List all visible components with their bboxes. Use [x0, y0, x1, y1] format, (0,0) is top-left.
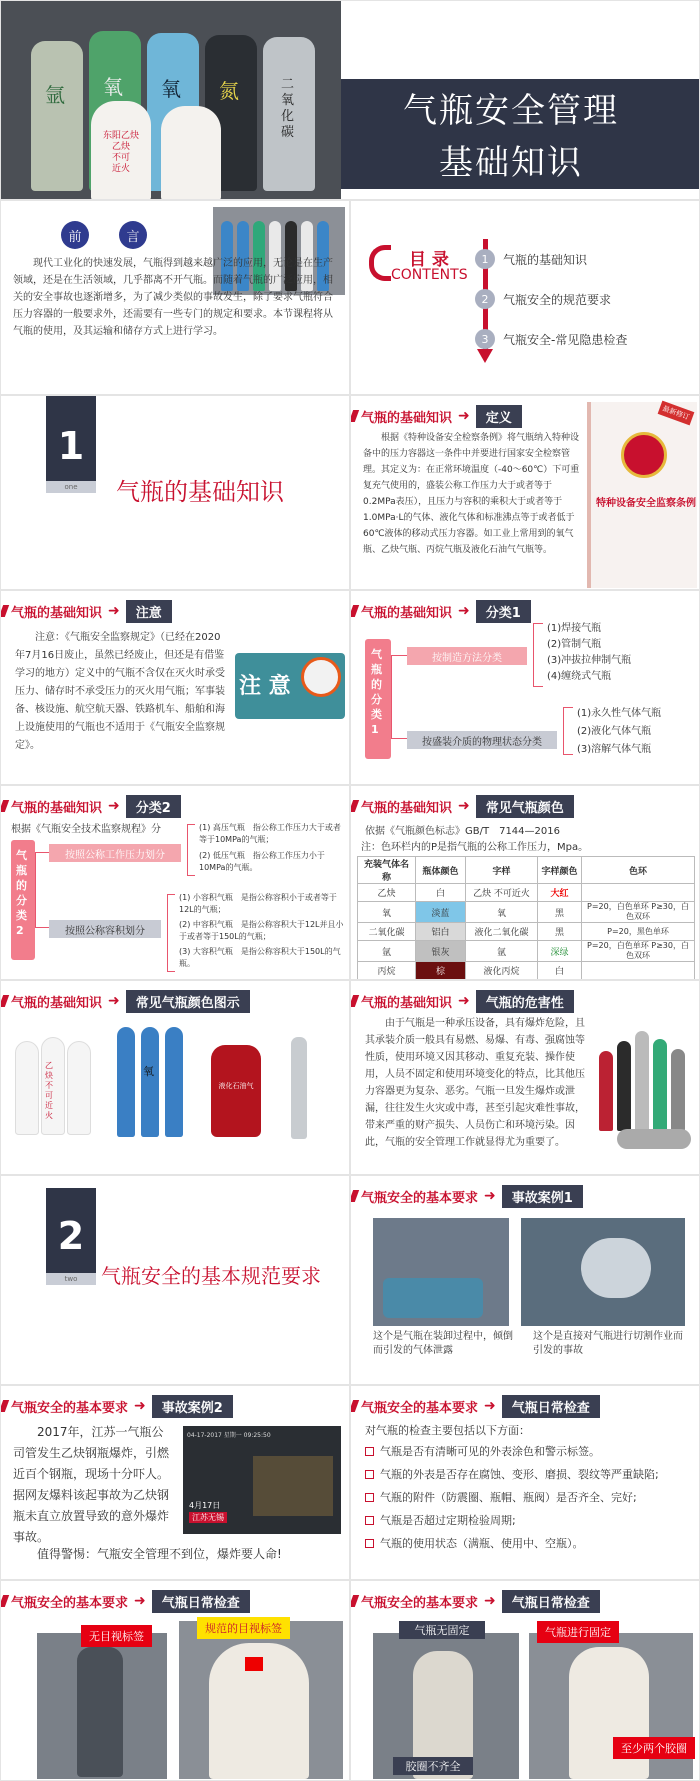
colors-header	[351, 796, 574, 816]
table-cell	[582, 962, 695, 980]
section1-sub: one	[46, 481, 96, 493]
class1-side: 气瓶的分类1	[365, 639, 391, 759]
arrow-icon: ➜	[458, 798, 470, 814]
acetylene-label: 东阳乙炔 乙炔 不可 近火	[102, 131, 139, 174]
table-cell: P=20，白色单环 P≥30，白色双环	[582, 902, 695, 923]
lpg-text: 液化石油气	[218, 1082, 254, 1090]
arrow-icon: ➜	[108, 798, 120, 814]
contents-text-1: 气瓶的基础知识	[503, 252, 588, 267]
table-row	[358, 902, 695, 923]
table-cell: 二氧化碳	[358, 923, 416, 941]
table-cell: 乙炔	[358, 884, 416, 902]
daily3-slide	[350, 1580, 700, 1781]
note-big-text: 注 意	[239, 674, 291, 699]
colors-hdr-label: 气瓶的基础知识	[351, 797, 452, 816]
argon-cylinder	[291, 1037, 307, 1139]
colors-table	[357, 856, 695, 980]
daily3-tag: 气瓶日常检查	[502, 1590, 600, 1613]
contents-text-2: 气瓶安全的规范要求	[503, 292, 612, 307]
contents-item-3[interactable]	[475, 329, 627, 349]
acetylene-cylinders	[15, 1037, 95, 1137]
table-cell: 氩	[358, 941, 416, 962]
section1-title: 气瓶的基础知识	[116, 478, 284, 506]
class2-bracket	[35, 852, 49, 928]
definition-slide	[350, 395, 700, 590]
class2-g1-item: (1) 高压气瓶 指公称工作压力大于或者等于10MPa的气瓶；	[199, 823, 341, 844]
oxygen-cylinders	[117, 1027, 187, 1137]
class1-g1-item: (3)冲拔拉伸制气瓶	[547, 655, 632, 666]
case2-slide	[0, 1385, 350, 1580]
label-ring-good: 至少两个胶圈	[613, 1737, 695, 1759]
cyl-label-ar: 氩	[45, 83, 65, 107]
class1-g1-item: (2)管制气瓶	[547, 639, 602, 650]
case2-video-date: 4月17日	[189, 1501, 221, 1510]
daily2-hdr-label: 气瓶安全的基本要求	[1, 1592, 128, 1611]
table-header-row	[358, 857, 695, 884]
cover-title-line2: 基础知识	[439, 143, 583, 183]
arrow-icon: ➜	[108, 603, 120, 619]
table-row	[358, 923, 695, 941]
class1-g1-list	[547, 621, 631, 685]
arrow-icon: ➜	[134, 1398, 146, 1414]
table-cell: 黑	[538, 923, 582, 941]
class2-tag: 分类2	[126, 795, 181, 818]
megaphone-icon	[301, 657, 341, 697]
table-header-cell: 充装气体名称	[358, 857, 416, 884]
daily3-header	[351, 1591, 600, 1611]
daily2-slide	[0, 1580, 350, 1781]
checkbox-icon	[365, 1516, 374, 1525]
class1-hdr-label: 气瓶的基础知识	[351, 602, 452, 621]
cover-title-line1: 气瓶安全管理	[403, 91, 619, 131]
hazard-header	[351, 991, 574, 1011]
definition-header	[351, 406, 522, 426]
case2-header	[1, 1396, 233, 1416]
class2-header	[1, 796, 181, 816]
section2-num: 2	[57, 1214, 85, 1258]
table-header-cell: 瓶体颜色	[416, 857, 466, 884]
preface-text: 现代工业化的快速发展，气瓶得到越来越广泛的应用，无论是在生产领域，还是在生活领域，几乎都离不开气瓶。而随着气瓶的广泛应用，相关的安全事故也逐渐增多，为了减少类似的事故发生，除了要求气瓶符合压力容器的一般要求外，还需要有一些专门的规定和要求。本节课程将从气瓶的使用，及其运输和储存方式上进行学习。	[13, 258, 333, 337]
table-cell: 大红	[538, 884, 582, 902]
table-row	[358, 884, 695, 902]
note-tag: 注意	[126, 600, 172, 623]
table-cell: 液化丙烷	[466, 962, 538, 980]
colors-tag: 常见气瓶颜色	[476, 795, 574, 818]
class2-side: 气瓶的分类2	[11, 840, 35, 960]
case1-cap-2: 这个是直接对气瓶进行切割作业而引发的事故	[533, 1331, 683, 1356]
colorpics-tag: 常见气瓶颜色图示	[126, 990, 250, 1013]
cyl-label-o1: 氧	[103, 75, 123, 99]
contents-item-1[interactable]	[475, 249, 587, 269]
case2-video-time: 04-17-2017 星期一 09:25:50	[187, 1432, 271, 1439]
check-item: 气瓶是否有清晰可见的外表涂色和警示标签。	[365, 1444, 695, 1459]
class2-bracket-b	[167, 894, 175, 972]
class1-tag: 分类1	[476, 600, 531, 623]
checkbox-icon	[365, 1470, 374, 1479]
hazard-cylinders	[587, 1021, 695, 1151]
oxygen-text: 氧	[143, 1065, 154, 1078]
arrow-icon: ➜	[484, 1398, 496, 1414]
arrow-icon: ➜	[458, 603, 470, 619]
label-fixed: 气瓶进行固定	[537, 1621, 619, 1643]
daily2-photo-bad	[37, 1633, 167, 1779]
case1-header	[351, 1186, 583, 1206]
class1-g1-item: (1)焊接气瓶	[547, 623, 602, 634]
checkbox-icon	[365, 1539, 374, 1548]
definition-tag: 定义	[476, 405, 522, 428]
table-cell: 氧	[358, 902, 416, 923]
class2-g2-list	[179, 892, 345, 970]
class1-header	[351, 601, 531, 621]
colors-line1: 依据《气瓶颜色标志》GB/T 7144—2016	[365, 826, 560, 837]
contents-text-3: 气瓶安全-常见隐患检查	[503, 332, 628, 347]
label-ring-bad: 胶圈不齐全	[393, 1757, 473, 1775]
class1-group1: 按制造方法分类	[407, 647, 527, 665]
table-cell: P=20，黑色单环	[582, 923, 695, 941]
section1-num: 1	[57, 424, 85, 468]
note-slide	[0, 590, 350, 785]
cyl-label-n2: 氮	[219, 79, 239, 103]
class1-group2: 按盛装介质的物理状态分类	[407, 731, 557, 749]
class2-group2: 按照公称容积划分	[49, 920, 161, 938]
preface-badge-1: 前	[61, 221, 89, 249]
case2-hdr-label: 气瓶安全的基本要求	[1, 1397, 128, 1416]
check-item: 气瓶的外表是否存在腐蚀、变形、磨损、裂纹等严重缺陷;	[365, 1467, 695, 1482]
acetylene-text: 乙炔 不可近火	[45, 1061, 53, 1120]
label-no-tag: 无目视标签	[81, 1625, 152, 1647]
book-title: 特种设备安全监察条例	[596, 498, 696, 509]
check-item: 气瓶是否超过定期检验周期;	[365, 1513, 695, 1528]
class2-hdr-label: 气瓶的基础知识	[1, 797, 102, 816]
table-cell: 黑	[538, 902, 582, 923]
contents-item-2[interactable]	[475, 289, 611, 309]
case1-photo-1	[373, 1218, 509, 1326]
note-header	[1, 601, 172, 621]
cyl-label-o2: 氧	[161, 77, 181, 101]
definition-text: 根据《特种设备安全检察条例》将气瓶纳入特种设备中的压力容器这一条件中并要进行国家安全检察管理。其定义为：在正常环境温度（-40～60℃）下可重复充气使用的，盛装公称工作压力大于或者等于0.2MPa表压），且压力与容积的乘积大于或者等于1.0MPa·L的气体、液化气体和标准沸点等于或者低于60℃液体的移动式压力容器。如工业上常用到的氧气瓶、乙炔气瓶、丙烷气瓶及液化石油气气瓶等。	[363, 433, 580, 555]
note-hdr-label: 气瓶的基础知识	[1, 602, 102, 621]
table-cell: 液化二氧化碳	[466, 923, 538, 941]
check-item: 气瓶的附件（防震圈、瓶帽、瓶阀）是否齐全、完好;	[365, 1490, 695, 1505]
table-header-cell: 字样	[466, 857, 538, 884]
contents-slide	[350, 200, 700, 395]
class1-g2-item: (1)永久性气体气瓶	[577, 708, 662, 719]
label-tag-ok: 规范的目视标签	[197, 1617, 290, 1639]
class2-bracket-a	[187, 824, 195, 876]
colors-slide	[350, 785, 700, 980]
contents-num-2: 2	[475, 289, 495, 309]
table-cell: 氧	[466, 902, 538, 923]
daily2-header	[1, 1591, 250, 1611]
hazard-hdr-label: 气瓶的基础知识	[351, 992, 452, 1011]
daily2-photo-good	[179, 1621, 343, 1779]
daily-intro: 对气瓶的检查主要包括以下方面：	[365, 1424, 530, 1437]
definition-book	[587, 402, 697, 588]
table-row	[358, 941, 695, 962]
daily3-hdr-label: 气瓶安全的基本要求	[351, 1592, 478, 1611]
checkbox-icon	[365, 1447, 374, 1456]
class1-bracket-a	[533, 623, 543, 687]
cover-slide	[0, 0, 700, 200]
colorpics-header	[1, 991, 250, 1011]
contents-title-en: CONTENTS	[391, 267, 468, 283]
book-badge: 最新修订	[658, 401, 695, 426]
class2-g2-item: (3) 大容积气瓶 是指公称容积大于150L的气瓶。	[179, 947, 341, 968]
note-text: 注意：《气瓶安全监察规定》（已经在2020年7月16日废止，虽然已经废止，但还是有借鉴学习的地方）定义中的气瓶不含仅在灭火时承受压力、储存时不承受压力的灭火用气瓶；军事装备、核设施、航空航天器、铁路机车、船舶和海上设施使用的气瓶也不适用于《气瓶安全监察规定》。	[15, 632, 225, 751]
table-cell	[582, 884, 695, 902]
case2-video	[183, 1426, 341, 1534]
class1-g2-item: (2)液化气体气瓶	[577, 726, 652, 737]
class1-g2-list	[577, 705, 661, 759]
table-cell: 丙烷	[358, 962, 416, 980]
class1-g1-item: (4)缠绕式气瓶	[547, 671, 612, 682]
section2-slide	[0, 1175, 350, 1385]
table-cell: 白	[416, 884, 466, 902]
section2-sub: two	[46, 1273, 96, 1285]
contents-num-3: 3	[475, 329, 495, 349]
class1-slide	[350, 590, 700, 785]
contents-num-1: 1	[475, 249, 495, 269]
daily-tag: 气瓶日常检查	[502, 1395, 600, 1418]
preface-badge-2: 言	[119, 221, 147, 249]
table-cell: 乙炔 不可近火	[466, 884, 538, 902]
case1-tag: 事故案例1	[502, 1185, 583, 1208]
colorpics-slide	[0, 980, 350, 1175]
arrow-icon: ➜	[484, 1593, 496, 1609]
contents-c-mark	[369, 245, 391, 281]
section1-slide	[0, 395, 350, 590]
table-cell: 深绿	[538, 941, 582, 962]
table-row	[358, 962, 695, 980]
section2-title: 气瓶安全的基本规范要求	[101, 1264, 321, 1288]
case1-photo-2	[521, 1218, 685, 1326]
table-cell: 淡蓝	[416, 902, 466, 923]
class2-g2-item: (1) 小容积气瓶 是指公称容积小于或者等于12L的气瓶；	[179, 893, 337, 914]
case1-cap-1: 这个是气瓶在装卸过程中，倾倒而引发的气体泄露	[373, 1331, 513, 1356]
contents-title-cn: 目 录	[409, 250, 449, 270]
table-header-cell: 字样颜色	[538, 857, 582, 884]
case1-slide	[350, 1175, 700, 1385]
table-cell: P=20，白色单环 P≥30，白色双环	[582, 941, 695, 962]
class2-intro: 根据《气瓶安全技术监察规程》分	[11, 824, 161, 835]
lpg-cylinder	[211, 1045, 261, 1137]
class2-g1-item: (2) 低压气瓶 指公称工作压力小于10MPa的气瓶。	[199, 851, 325, 872]
table-cell: 氩	[466, 941, 538, 962]
class1-bracket	[391, 655, 407, 739]
daily-hdr-label: 气瓶安全的基本要求	[351, 1397, 478, 1416]
national-emblem-icon	[621, 432, 667, 478]
table-cell: 白	[538, 962, 582, 980]
daily-list	[365, 1444, 695, 1559]
class1-bracket-b	[563, 707, 573, 755]
arrow-icon: ➜	[484, 1188, 496, 1204]
case2-video-loc: 江苏无锡	[189, 1512, 227, 1523]
hazard-slide	[350, 980, 700, 1175]
table-cell: 棕	[416, 962, 466, 980]
arrow-icon: ➜	[458, 993, 470, 1009]
case1-hdr-label: 气瓶安全的基本要求	[351, 1187, 478, 1206]
daily2-tag: 气瓶日常检查	[152, 1590, 250, 1613]
cyl-label-co2: 二氧化碳	[281, 77, 295, 140]
checkbox-icon	[365, 1493, 374, 1502]
hazard-tag: 气瓶的危害性	[476, 990, 574, 1013]
class2-g2-item: (2) 中容积气瓶 是指公称容积大于12L并且小于或者等于150L的气瓶；	[179, 920, 344, 941]
arrow-icon: ➜	[108, 993, 120, 1009]
daily-slide	[350, 1385, 700, 1580]
colors-line2: 注：色环栏内的P是指气瓶的公称工作压力，Mpa。	[361, 842, 589, 853]
class1-g2-item: (3)溶解气体气瓶	[577, 744, 652, 755]
definition-hdr-label: 气瓶的基础知识	[351, 407, 452, 426]
daily-header	[351, 1396, 600, 1416]
cover-photo	[1, 1, 341, 200]
contents-arrow-head	[477, 349, 493, 363]
table-cell: 铝白	[416, 923, 466, 941]
class2-slide	[0, 785, 350, 980]
arrow-icon: ➜	[458, 408, 470, 424]
table-header-cell: 色环	[582, 857, 695, 884]
class2-g1-list	[199, 822, 347, 874]
check-item: 气瓶的使用状态（满瓶、使用中、空瓶）。	[365, 1536, 695, 1551]
arrow-icon: ➜	[134, 1593, 146, 1609]
case2-tag: 事故案例2	[152, 1395, 233, 1418]
table-cell: 银灰	[416, 941, 466, 962]
preface-slide	[0, 200, 350, 395]
class2-group1: 按照公称工作压力划分	[49, 844, 181, 862]
colorpics-hdr-label: 气瓶的基础知识	[1, 992, 102, 1011]
case2-warn: 值得警惕：气瓶安全管理不到位，爆炸要人命!	[37, 1547, 282, 1561]
label-unfixed: 气瓶无固定	[399, 1621, 485, 1639]
hazard-text: 由于气瓶是一种承压设备，具有爆炸危险，且其承装介质一般具有易燃、易爆、有毒、强腐蚀等性质，使用环境又因其移动、重复充装、操作使用，人员不固定和使用环境变化的特点，比其他压力容器更为复杂、恶劣。气瓶一旦发生爆炸或泄漏，往往发生火灾或中毒，甚至引起灾难性事故，带来严重的财产损失、人员伤亡和环境污染。因此，气瓶的安全管理工作就显得尤为重要了。	[365, 1018, 585, 1148]
case2-text: 2017年，江苏一气瓶公司管发生乙炔钢瓶爆炸，引燃近百个钢瓶，现场十分吓人。据网友爆料该起事故为乙炔钢瓶未直立放置导致的意外爆炸事故。	[13, 1425, 170, 1544]
